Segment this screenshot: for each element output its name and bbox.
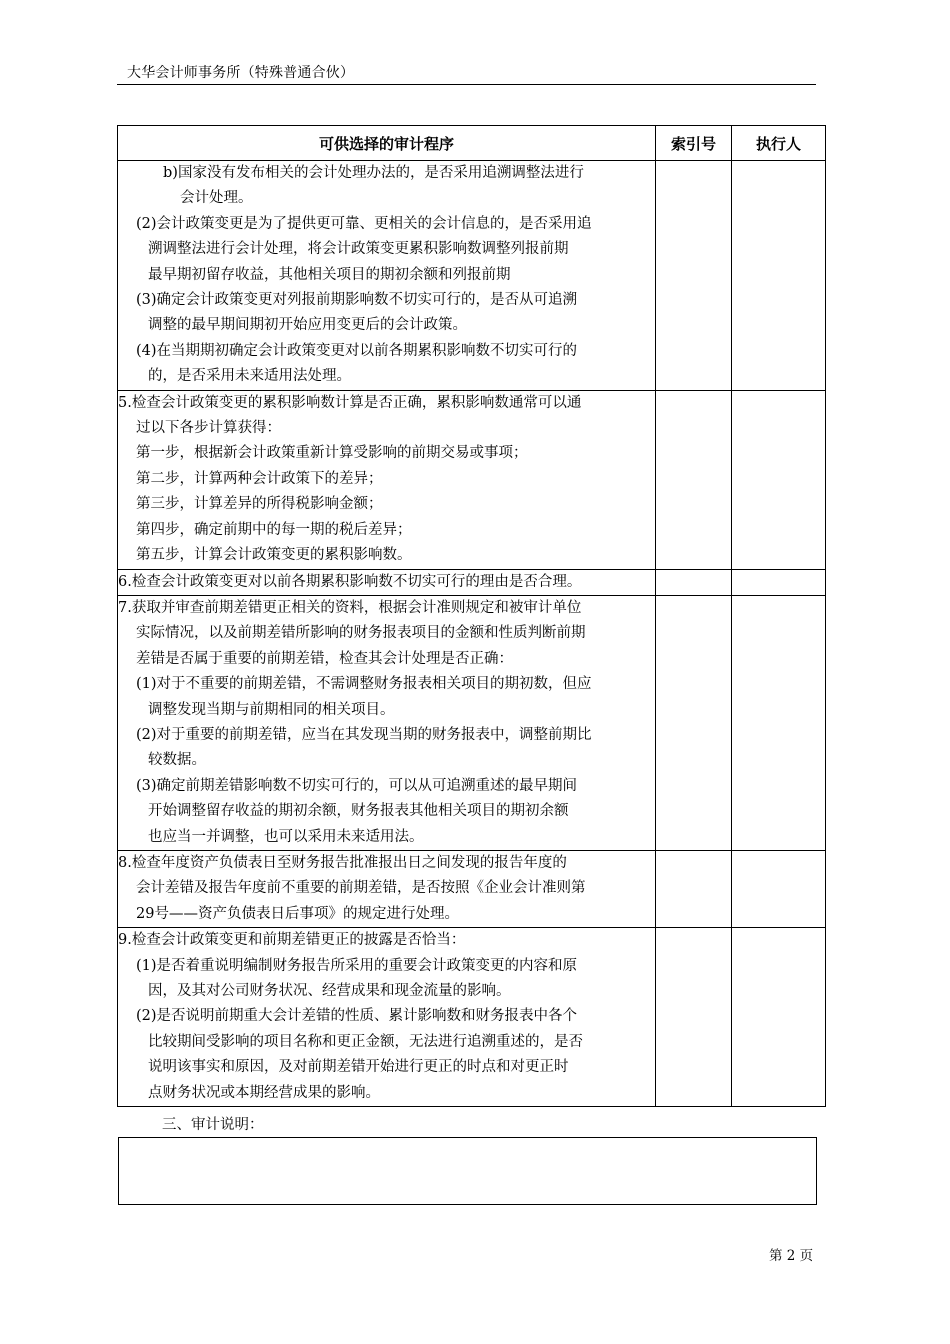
procedure-line: 差错是否属于重要的前期差错，检查其会计处理是否正确：: [136, 650, 513, 667]
executor-cell[interactable]: [732, 390, 826, 569]
procedure-line: 第一步，根据新会计政策重新计算受影响的前期交易或事项；: [136, 445, 528, 462]
index-cell[interactable]: [656, 595, 732, 850]
executor-cell[interactable]: [732, 569, 826, 595]
procedure-line: b)国家没有发布相关的会计处理办法的，是否采用追溯调整法进行: [163, 165, 584, 181]
audit-notes-box[interactable]: [118, 1137, 817, 1205]
executor-cell[interactable]: [732, 595, 826, 850]
index-cell[interactable]: [656, 569, 732, 595]
procedure-line: (2)是否说明前期重大会计差错的性质、累计影响数和财务报表中各个: [136, 1008, 578, 1025]
audit-procedure-table: [117, 125, 826, 1107]
procedure-line: (1)是否着重说明编制财务报告所采用的重要会计政策变更的内容和原: [136, 957, 578, 974]
procedure-line: 第三步，计算差异的所得税影响金额；: [136, 496, 383, 513]
table-row: [118, 928, 826, 1107]
procedure-line: 也应当一并调整，也可以采用未来适用法。: [148, 828, 424, 845]
procedure-cell: [118, 928, 656, 1107]
executor-cell[interactable]: [732, 928, 826, 1107]
procedure-line: 比较期间受影响的项目名称和更正金额，无法进行追溯重述的，是否: [148, 1033, 583, 1050]
procedure-line: 的，是否采用未来适用法处理。: [148, 368, 351, 385]
col-header-executor: 执行人: [732, 126, 826, 161]
index-cell[interactable]: [656, 928, 732, 1107]
table-row: [118, 390, 826, 569]
procedure-line: (2)对于重要的前期差错，应当在其发现当期的财务报表中，调整前期比: [136, 726, 592, 743]
procedure-line: 29号——资产负债表日后事项》的规定进行处理。: [136, 905, 459, 922]
col-header-index: 索引号: [656, 126, 732, 161]
procedure-line: 调整的最早期间期初开始应用变更后的会计政策。: [148, 317, 467, 334]
table-row: [118, 161, 826, 391]
executor-cell[interactable]: [732, 850, 826, 927]
index-cell[interactable]: [656, 850, 732, 927]
procedure-line: 开始调整留存收益的期初余额，财务报表其他相关项目的期初余额: [148, 803, 569, 820]
procedure-line: 6.检查会计政策变更对以前各期累积影响数不切实可行的理由是否合理。: [118, 573, 582, 590]
procedure-line: (2)会计政策变更是为了提供更可靠、更相关的会计信息的，是否采用追: [136, 215, 592, 232]
procedure-cell: [118, 390, 656, 569]
procedure-line: (3)确定会计政策变更对列报前期影响数不切实可行的，是否从可追溯: [136, 292, 578, 309]
audit-notes-title: 三、审计说明：: [162, 1117, 264, 1133]
procedure-line: 说明该事实和原因，及对前期差错开始进行更正的时点和对更正时: [148, 1059, 569, 1076]
procedure-line: 会计处理。: [180, 190, 253, 207]
procedure-line: 较数据。: [148, 752, 206, 769]
table-row: [118, 850, 826, 927]
procedure-line: 最早期初留存收益，其他相关项目的期初余额和列报前期: [148, 266, 511, 283]
procedure-line: 调整发现当期与前期相同的相关项目。: [148, 701, 395, 718]
procedure-line: 溯调整法进行会计处理，将会计政策变更累积影响数调整列报前期: [148, 241, 569, 258]
procedure-line: 9.检查会计政策变更和前期差错更正的披露是否恰当：: [118, 932, 466, 949]
procedure-line: 会计差错及报告年度前不重要的前期差错，是否按照《企业会计准则第: [136, 880, 586, 897]
table-row: [118, 569, 826, 595]
procedure-line: 7.获取并审查前期差错更正相关的资料，根据会计准则规定和被审计单位: [118, 599, 582, 616]
procedure-line: 第四步，确定前期中的每一期的税后差异；: [136, 521, 412, 538]
procedure-cell: [118, 595, 656, 850]
procedure-cell: [118, 161, 656, 391]
procedure-line: (4)在当期期初确定会计政策变更对以前各期累积影响数不切实可行的: [136, 342, 578, 359]
procedure-line: 因，及其对公司财务状况、经营成果和现金流量的影响。: [148, 983, 511, 999]
index-cell[interactable]: [656, 161, 732, 391]
page-number: 第 2 页: [769, 1248, 814, 1264]
procedure-line: 点财务状况或本期经营成果的影响。: [148, 1084, 380, 1101]
table-header-row: [118, 126, 826, 161]
procedure-line: 5.检查会计政策变更的累积影响数计算是否正确，累积影响数通常可以通: [118, 394, 582, 411]
procedure-line: 第二步，计算两种会计政策下的差异；: [136, 470, 383, 487]
index-cell[interactable]: [656, 390, 732, 569]
procedure-cell: [118, 850, 656, 927]
table-row: [118, 595, 826, 850]
procedure-line: 过以下各步计算获得：: [136, 420, 281, 437]
procedure-cell: [118, 569, 656, 595]
procedure-line: 8.检查年度资产负债表日至财务报告批准报出日之间发现的报告年度的: [118, 854, 567, 871]
procedure-line: (1)对于不重要的前期差错，不需调整财务报表相关项目的期初数，但应: [136, 676, 592, 693]
executor-cell[interactable]: [732, 161, 826, 391]
col-header-procedure: 可供选择的审计程序: [118, 126, 656, 161]
firm-header: 大华会计师事务所（特殊普通合伙）: [127, 65, 355, 81]
procedure-line: 第五步，计算会计政策变更的累积影响数。: [136, 547, 412, 564]
procedure-line: (3)确定前期差错影响数不切实可行的，可以从可追溯重述的最早期间: [136, 777, 578, 794]
procedure-line: 实际情况，以及前期差错所影响的财务报表项目的金额和性质判断前期: [136, 625, 586, 642]
header-rule: [117, 84, 816, 85]
